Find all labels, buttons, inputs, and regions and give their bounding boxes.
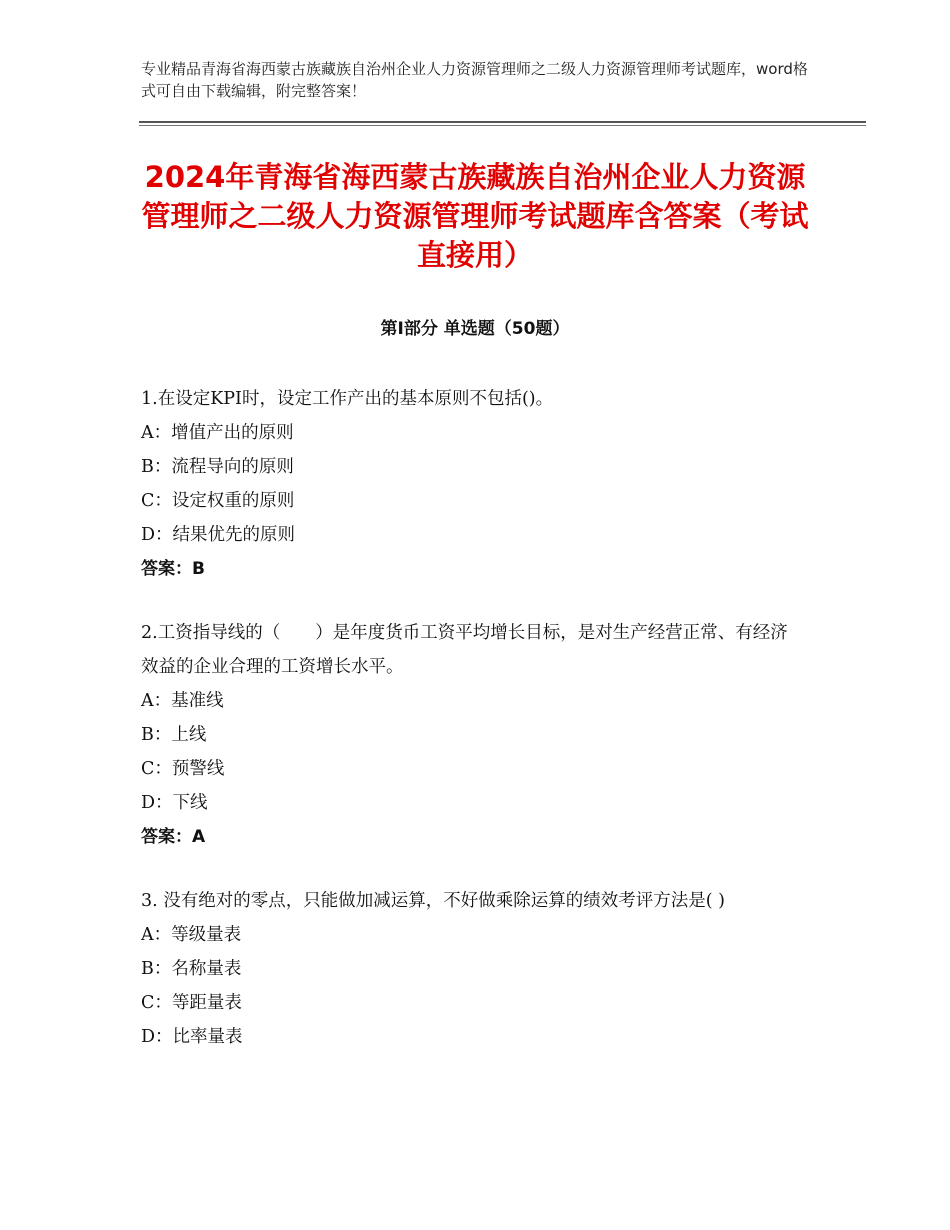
option-a: A：增值产出的原则: [141, 423, 294, 443]
option-b: B：流程导向的原则: [141, 457, 294, 477]
option-b: B：名称量表: [141, 959, 242, 979]
header-divider-thin: [139, 125, 866, 126]
document-title: 2024年青海省海西蒙古族藏族自治州企业人力资源管理师之二级人力资源管理师考试题库含答案（考试直接用）: [141, 160, 809, 272]
option-c: C：等距量表: [141, 993, 242, 1013]
option-a: A：基准线: [141, 691, 224, 711]
question-stem: 1.在设定KPI时，设定工作产出的基本原则不包括()。: [141, 389, 554, 409]
option-d: D：比率量表: [141, 1027, 243, 1047]
option-d: D：结果优先的原则: [141, 525, 296, 545]
question-list: [141, 382, 821, 1084]
header-note: 专业精品青海省海西蒙古族藏族自治州企业人力资源管理师之二级人力资源管理师考试题库，word格式可自由下载编辑，附完整答案！: [141, 60, 808, 100]
option-a: A：等级量表: [141, 925, 242, 945]
question-2: [141, 616, 821, 854]
question-3: [141, 884, 821, 1054]
question-stem: 3. 没有绝对的零点，只能做加减运算，不好做乘除运算的绩效考评方法是( ): [141, 891, 725, 911]
question-stem: 2.工资指导线的（ ）是年度货币工资平均增长目标，是对生产经营正常、有经济效益的企业合理的工资增长水平。: [141, 623, 788, 677]
question-1: [141, 382, 821, 586]
section-heading: 第Ⅰ部分 单选题（50题）: [380, 319, 570, 339]
option-c: C：设定权重的原则: [141, 491, 295, 511]
answer-label: 答案：A: [141, 827, 206, 847]
option-c: C：预警线: [141, 759, 225, 779]
option-d: D：下线: [141, 793, 208, 813]
option-b: B：上线: [141, 725, 207, 745]
header-divider-thick: [139, 121, 866, 123]
answer-label: 答案：B: [141, 559, 205, 579]
